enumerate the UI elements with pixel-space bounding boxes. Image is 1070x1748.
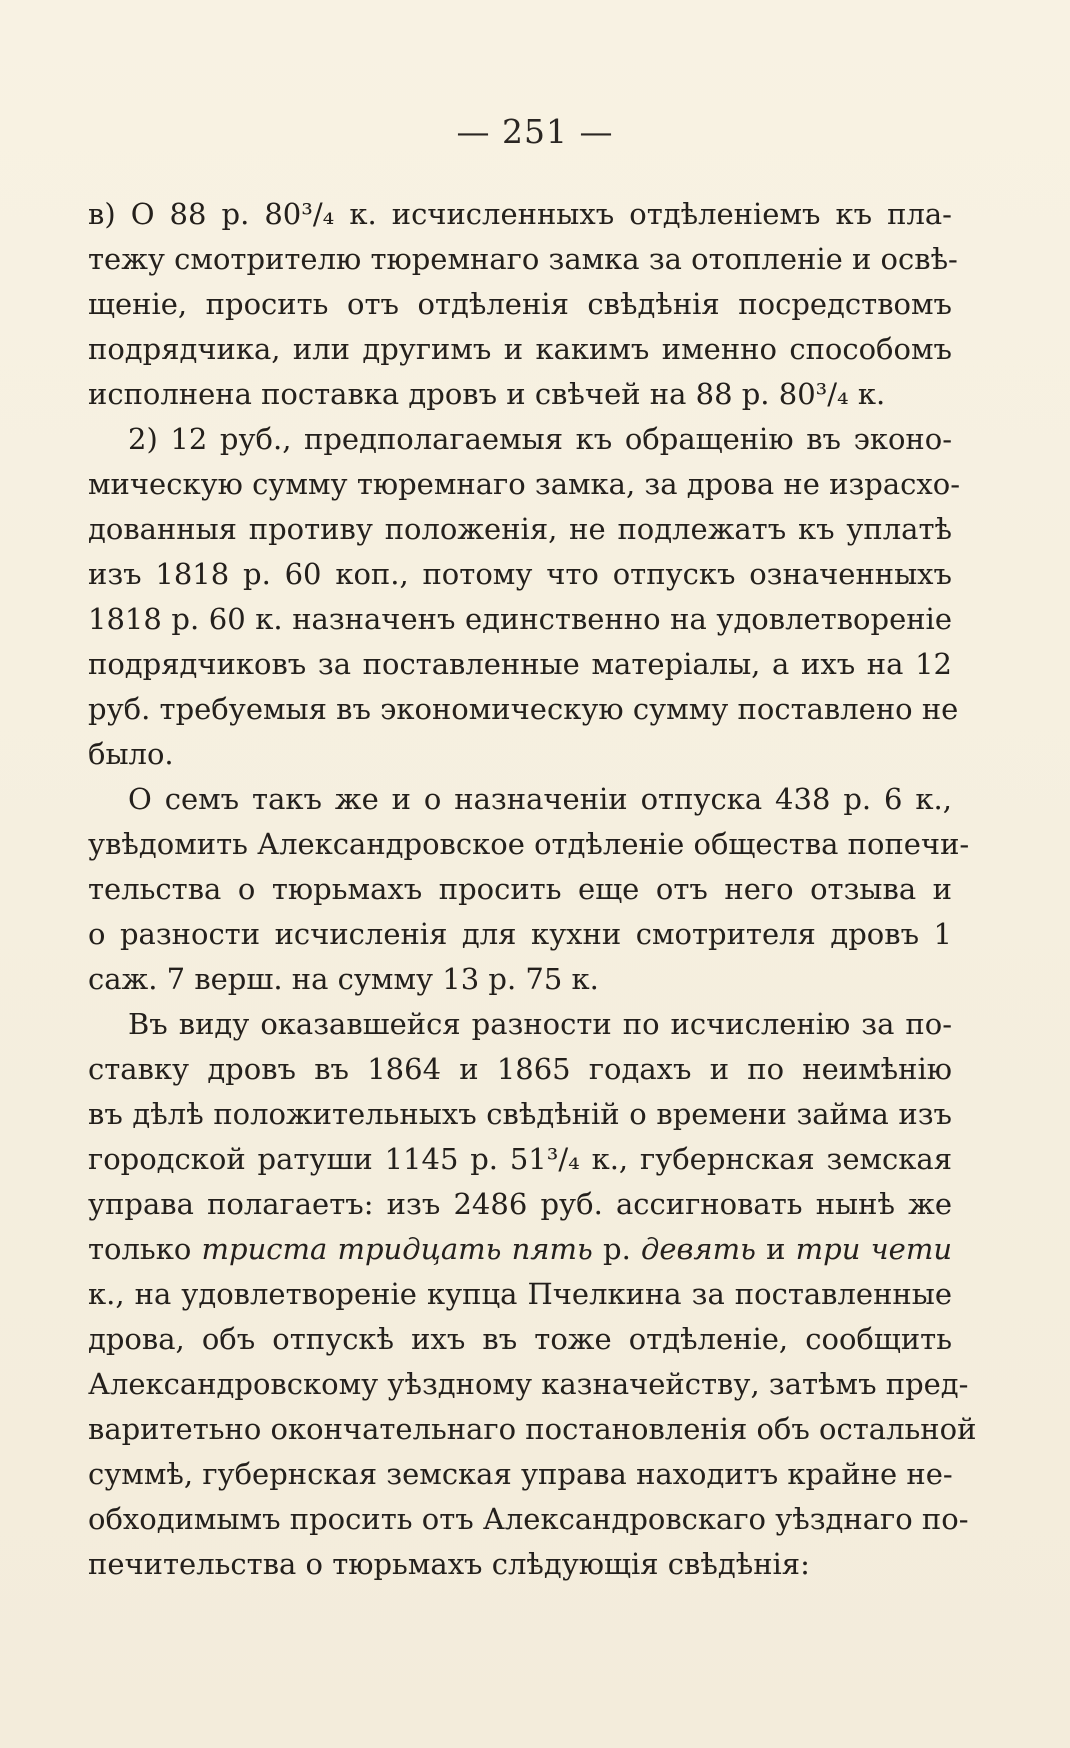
text-line: варитетьно окончательнаго постановленія объ остальной xyxy=(88,1412,977,1446)
text-line: увѣдомить Александровское отдѣленіе общества попечи- xyxy=(88,827,970,861)
text-line: управа полагаетъ: изъ 2486 руб. ассигновать нынѣ же xyxy=(88,1187,952,1221)
text-line: городской ратуши 1145 р. 51³/₄ к., губернская земская xyxy=(88,1142,952,1176)
text-line: Въ виду оказавшейся разности по исчисленію за по- xyxy=(128,1007,952,1041)
text-line: Александровскому уѣздному казначейству, затѣмъ пред- xyxy=(88,1367,969,1401)
text-line: подрядчика, или другимъ и какимъ именно способомъ xyxy=(88,332,952,366)
text-line: дованныя противу положенія, не подлежатъ къ уплатѣ xyxy=(88,512,952,546)
text-segment-italic: триста тридцать пять xyxy=(201,1232,593,1266)
text-line: 1818 р. 60 к. назначенъ единственно на удовлетвореніе xyxy=(88,602,952,636)
text-segment: р. xyxy=(603,1232,631,1266)
text-segment: и xyxy=(766,1232,786,1266)
text-line: О семъ такъ же и о назначеніи отпуска 438 р. 6 к., xyxy=(128,782,952,816)
text-line: о разности исчисленія для кухни смотрителя дровъ 1 xyxy=(88,917,952,951)
text-segment: только xyxy=(88,1232,192,1266)
text-line: суммѣ, губернская земская управа находитъ крайне не- xyxy=(88,1457,953,1491)
text-line: мическую сумму тюремнаго замка, за дрова не израсхо- xyxy=(88,467,960,501)
text-line: руб. требуемыя въ экономическую сумму поставлено не xyxy=(88,692,959,726)
text-line: в) О 88 р. 80³/₄ к. исчисленныхъ отдѣленіемъ къ пла- xyxy=(88,197,952,231)
text-line: печительства о тюрьмахъ слѣдующія свѣдѣнія: xyxy=(88,1547,810,1581)
text-line: исполнена поставка дровъ и свѣчей на 88 р. 80³/₄ к. xyxy=(88,377,886,411)
text-line: обходимымъ просить отъ Александровскаго уѣзднаго по- xyxy=(88,1502,969,1536)
text-line: изъ 1818 р. 60 коп., потому что отпускъ означенныхъ xyxy=(88,557,952,591)
text-line: было. xyxy=(88,737,174,771)
text-line-italic-mixed xyxy=(88,1227,952,1272)
text-line: к., на удовлетвореніе купца Пчелкина за поставленные xyxy=(88,1277,952,1311)
text-line: щеніе, просить отъ отдѣленія свѣдѣнія посредствомъ xyxy=(88,287,952,321)
text-line: 2) 12 руб., предполагаемыя къ обращенію въ эконо- xyxy=(128,422,952,456)
text-line: саж. 7 верш. на сумму 13 р. 75 к. xyxy=(88,962,599,996)
text-segment-italic: девять xyxy=(641,1232,756,1266)
text-line: въ дѣлѣ положительныхъ свѣдѣній о времени займа изъ xyxy=(88,1097,952,1131)
page-number: — 251 — xyxy=(456,112,614,151)
body-text xyxy=(88,192,977,1587)
text-line: подрядчиковъ за поставленные матеріалы, а ихъ на 12 xyxy=(88,647,952,681)
text-line: дрова, объ отпускѣ ихъ въ тоже отдѣленіе, сообщить xyxy=(88,1322,952,1356)
text-line: тежу смотрителю тюремнаго замка за отопленіе и освѣ- xyxy=(88,242,958,276)
text-line: тельства о тюрьмахъ просить еще отъ него отзыва и xyxy=(88,872,952,906)
text-line: ставку дровъ въ 1864 и 1865 годахъ и по неимѣнію xyxy=(88,1052,952,1086)
text-segment-italic: три чети xyxy=(795,1232,952,1266)
